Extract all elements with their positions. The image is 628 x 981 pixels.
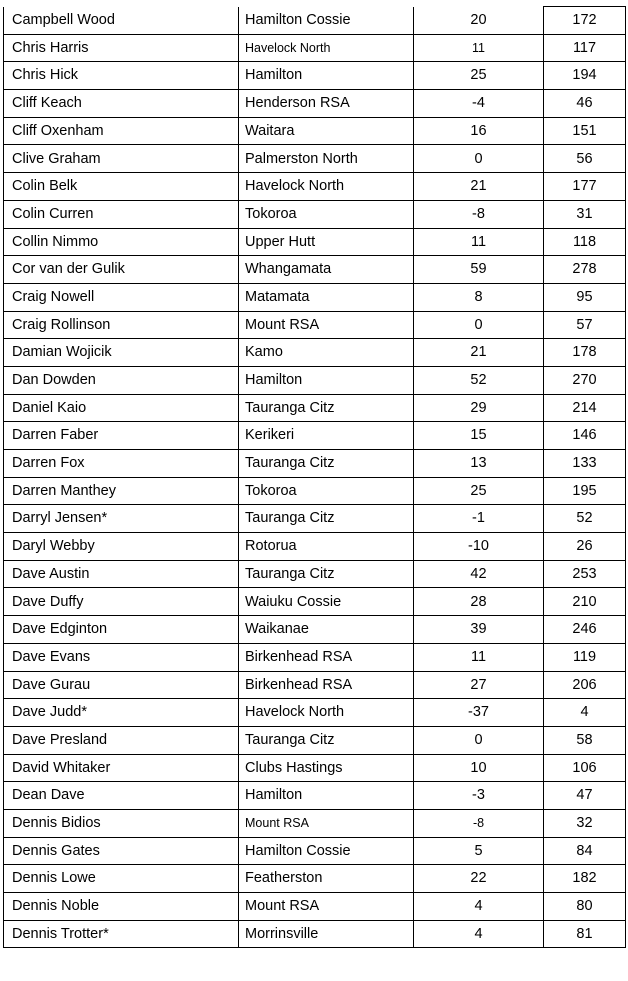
differential-cell: -37 xyxy=(414,699,544,727)
points-cell: 56 xyxy=(544,145,626,173)
points-cell: 58 xyxy=(544,726,626,754)
player-name-cell: Dennis Gates xyxy=(4,837,239,865)
points-cell: 52 xyxy=(544,505,626,533)
differential-cell: -4 xyxy=(414,90,544,118)
table-row xyxy=(4,643,626,671)
club-cell: Hamilton Cossie xyxy=(239,837,414,865)
differential-cell: 39 xyxy=(414,616,544,644)
points-cell: 118 xyxy=(544,228,626,256)
club-cell: Waitara xyxy=(239,117,414,145)
club-cell: Clubs Hastings xyxy=(239,754,414,782)
club-cell: Rotorua xyxy=(239,533,414,561)
table-row xyxy=(4,920,626,948)
differential-cell: 13 xyxy=(414,450,544,478)
differential-cell: 5 xyxy=(414,837,544,865)
player-name-cell: Craig Rollinson xyxy=(4,311,239,339)
points-cell: 214 xyxy=(544,394,626,422)
player-name-cell: Dave Duffy xyxy=(4,588,239,616)
club-cell: Tauranga Citz xyxy=(239,450,414,478)
club-cell: Matamata xyxy=(239,283,414,311)
table-row xyxy=(4,560,626,588)
table-row xyxy=(4,62,626,90)
club-cell: Featherston xyxy=(239,865,414,893)
player-name-cell: Dave Evans xyxy=(4,643,239,671)
table-row xyxy=(4,893,626,921)
player-name-cell: Collin Nimmo xyxy=(4,228,239,256)
club-cell: Tauranga Citz xyxy=(239,394,414,422)
table-row xyxy=(4,782,626,810)
club-cell: Mount RSA xyxy=(239,893,414,921)
differential-cell: 42 xyxy=(414,560,544,588)
points-cell: 146 xyxy=(544,422,626,450)
table-row xyxy=(4,90,626,118)
points-cell: 133 xyxy=(544,450,626,478)
points-cell: 210 xyxy=(544,588,626,616)
points-cell: 278 xyxy=(544,256,626,284)
points-cell: 177 xyxy=(544,173,626,201)
differential-cell: -8 xyxy=(414,200,544,228)
player-name-cell: Craig Nowell xyxy=(4,283,239,311)
table-row xyxy=(4,34,626,62)
player-name-cell: Darren Faber xyxy=(4,422,239,450)
club-cell: Tokoroa xyxy=(239,477,414,505)
player-name-cell: Darren Fox xyxy=(4,450,239,478)
points-cell: 253 xyxy=(544,560,626,588)
table-row xyxy=(4,339,626,367)
player-name-cell: Dennis Bidios xyxy=(4,809,239,837)
points-cell: 117 xyxy=(544,34,626,62)
club-cell: Mount RSA xyxy=(239,809,414,837)
club-cell: Upper Hutt xyxy=(239,228,414,256)
player-name-cell: Darryl Jensen* xyxy=(4,505,239,533)
points-cell: 194 xyxy=(544,62,626,90)
differential-cell: 52 xyxy=(414,366,544,394)
club-cell: Henderson RSA xyxy=(239,90,414,118)
club-cell: Waiuku Cossie xyxy=(239,588,414,616)
table-row xyxy=(4,754,626,782)
table-row xyxy=(4,200,626,228)
player-name-cell: Clive Graham xyxy=(4,145,239,173)
differential-cell: 27 xyxy=(414,671,544,699)
player-name-cell: Dave Edginton xyxy=(4,616,239,644)
table-row xyxy=(4,117,626,145)
differential-cell: 11 xyxy=(414,643,544,671)
differential-cell: 16 xyxy=(414,117,544,145)
points-cell: 4 xyxy=(544,699,626,727)
club-cell: Havelock North xyxy=(239,34,414,62)
table-row xyxy=(4,7,626,35)
player-name-cell: Colin Curren xyxy=(4,200,239,228)
points-cell: 178 xyxy=(544,339,626,367)
table-row xyxy=(4,145,626,173)
club-cell: Tauranga Citz xyxy=(239,505,414,533)
player-name-cell: Dennis Lowe xyxy=(4,865,239,893)
player-name-cell: Colin Belk xyxy=(4,173,239,201)
table-row xyxy=(4,837,626,865)
club-cell: Hamilton Cossie xyxy=(239,7,414,35)
club-cell: Tokoroa xyxy=(239,200,414,228)
differential-cell: 29 xyxy=(414,394,544,422)
club-cell: Waikanae xyxy=(239,616,414,644)
table-row xyxy=(4,311,626,339)
player-name-cell: Dean Dave xyxy=(4,782,239,810)
differential-cell: 10 xyxy=(414,754,544,782)
player-name-cell: Dave Gurau xyxy=(4,671,239,699)
differential-cell: 25 xyxy=(414,62,544,90)
points-cell: 57 xyxy=(544,311,626,339)
table-row xyxy=(4,283,626,311)
club-cell: Kamo xyxy=(239,339,414,367)
player-name-cell: Damian Wojicik xyxy=(4,339,239,367)
differential-cell: 25 xyxy=(414,477,544,505)
differential-cell: 8 xyxy=(414,283,544,311)
table-row xyxy=(4,865,626,893)
player-name-cell: Chris Harris xyxy=(4,34,239,62)
points-cell: 47 xyxy=(544,782,626,810)
table-row xyxy=(4,699,626,727)
points-cell: 32 xyxy=(544,809,626,837)
points-cell: 206 xyxy=(544,671,626,699)
table-row xyxy=(4,422,626,450)
differential-cell: 0 xyxy=(414,311,544,339)
player-name-cell: Campbell Wood xyxy=(4,7,239,35)
points-cell: 195 xyxy=(544,477,626,505)
results-table-body xyxy=(4,7,626,948)
results-sheet xyxy=(3,6,625,948)
differential-cell: 20 xyxy=(414,7,544,35)
club-cell: Havelock North xyxy=(239,699,414,727)
differential-cell: -3 xyxy=(414,782,544,810)
club-cell: Mount RSA xyxy=(239,311,414,339)
club-cell: Hamilton xyxy=(239,62,414,90)
differential-cell: 22 xyxy=(414,865,544,893)
points-cell: 182 xyxy=(544,865,626,893)
table-row xyxy=(4,588,626,616)
player-name-cell: Cliff Oxenham xyxy=(4,117,239,145)
differential-cell: -1 xyxy=(414,505,544,533)
results-table xyxy=(3,6,626,948)
player-name-cell: Daryl Webby xyxy=(4,533,239,561)
differential-cell: 15 xyxy=(414,422,544,450)
player-name-cell: Dave Judd* xyxy=(4,699,239,727)
table-row xyxy=(4,477,626,505)
table-row xyxy=(4,450,626,478)
table-row xyxy=(4,809,626,837)
club-cell: Hamilton xyxy=(239,366,414,394)
points-cell: 80 xyxy=(544,893,626,921)
club-cell: Hamilton xyxy=(239,782,414,810)
differential-cell: -10 xyxy=(414,533,544,561)
differential-cell: 0 xyxy=(414,726,544,754)
player-name-cell: Darren Manthey xyxy=(4,477,239,505)
player-name-cell: Dennis Noble xyxy=(4,893,239,921)
points-cell: 172 xyxy=(544,7,626,35)
player-name-cell: Cliff Keach xyxy=(4,90,239,118)
differential-cell: 4 xyxy=(414,893,544,921)
club-cell: Whangamata xyxy=(239,256,414,284)
table-row xyxy=(4,726,626,754)
club-cell: Tauranga Citz xyxy=(239,560,414,588)
table-row xyxy=(4,505,626,533)
player-name-cell: Cor van der Gulik xyxy=(4,256,239,284)
points-cell: 246 xyxy=(544,616,626,644)
differential-cell: 0 xyxy=(414,145,544,173)
points-cell: 270 xyxy=(544,366,626,394)
club-cell: Morrinsville xyxy=(239,920,414,948)
differential-cell: 11 xyxy=(414,228,544,256)
player-name-cell: Chris Hick xyxy=(4,62,239,90)
table-row xyxy=(4,173,626,201)
differential-cell: 21 xyxy=(414,173,544,201)
table-row xyxy=(4,671,626,699)
points-cell: 95 xyxy=(544,283,626,311)
points-cell: 119 xyxy=(544,643,626,671)
table-row xyxy=(4,616,626,644)
table-row xyxy=(4,366,626,394)
differential-cell: 11 xyxy=(414,34,544,62)
points-cell: 84 xyxy=(544,837,626,865)
table-row xyxy=(4,394,626,422)
differential-cell: 4 xyxy=(414,920,544,948)
table-row xyxy=(4,533,626,561)
player-name-cell: Dan Dowden xyxy=(4,366,239,394)
points-cell: 46 xyxy=(544,90,626,118)
player-name-cell: Dennis Trotter* xyxy=(4,920,239,948)
differential-cell: 28 xyxy=(414,588,544,616)
table-row xyxy=(4,256,626,284)
points-cell: 26 xyxy=(544,533,626,561)
player-name-cell: Dave Presland xyxy=(4,726,239,754)
club-cell: Palmerston North xyxy=(239,145,414,173)
club-cell: Birkenhead RSA xyxy=(239,671,414,699)
points-cell: 151 xyxy=(544,117,626,145)
player-name-cell: Daniel Kaio xyxy=(4,394,239,422)
club-cell: Birkenhead RSA xyxy=(239,643,414,671)
points-cell: 81 xyxy=(544,920,626,948)
player-name-cell: David Whitaker xyxy=(4,754,239,782)
points-cell: 31 xyxy=(544,200,626,228)
differential-cell: 21 xyxy=(414,339,544,367)
points-cell: 106 xyxy=(544,754,626,782)
differential-cell: 59 xyxy=(414,256,544,284)
differential-cell: -8 xyxy=(414,809,544,837)
club-cell: Tauranga Citz xyxy=(239,726,414,754)
club-cell: Havelock North xyxy=(239,173,414,201)
club-cell: Kerikeri xyxy=(239,422,414,450)
player-name-cell: Dave Austin xyxy=(4,560,239,588)
table-row xyxy=(4,228,626,256)
